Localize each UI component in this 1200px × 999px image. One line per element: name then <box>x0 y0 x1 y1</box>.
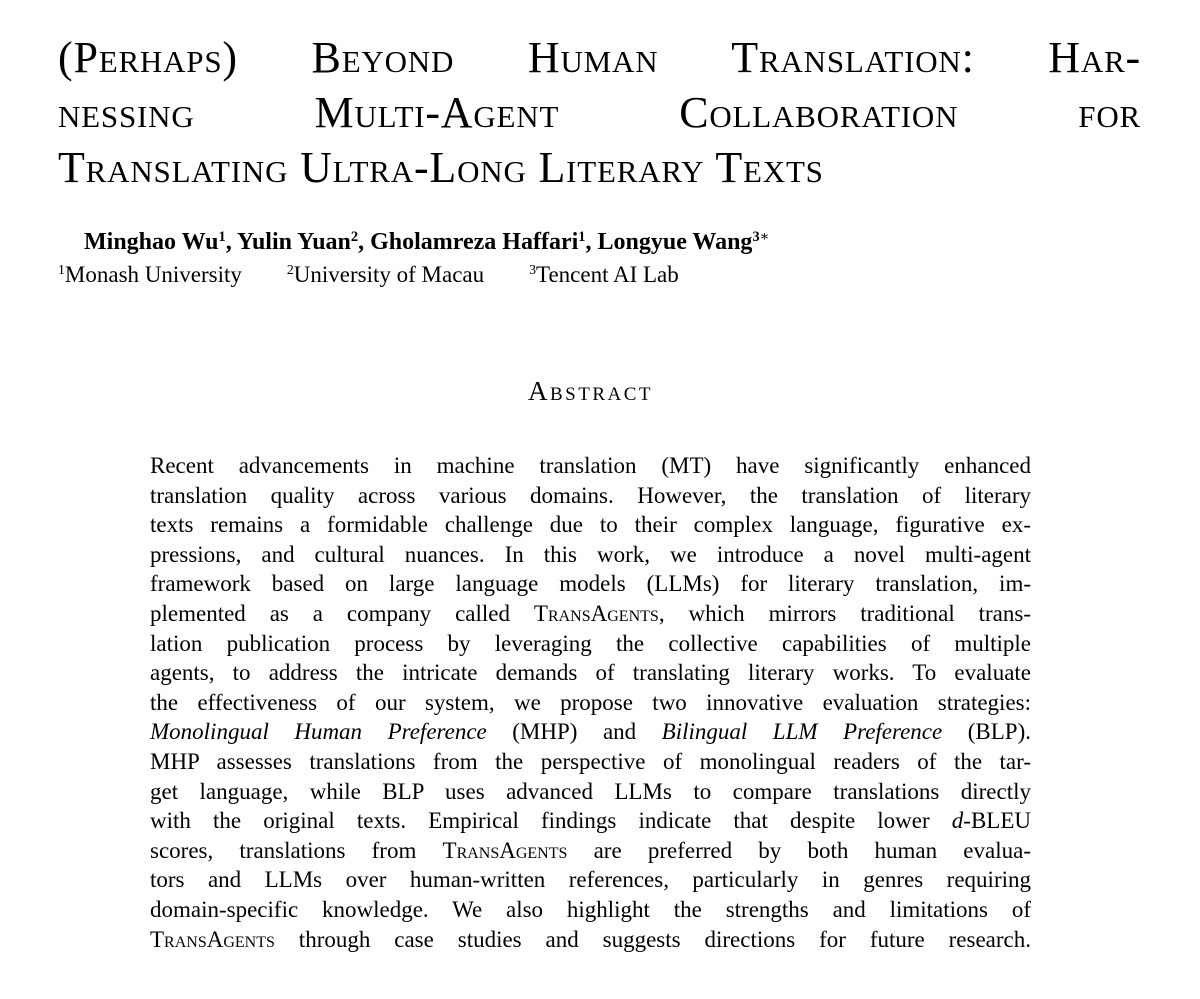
affiliation: $^1$Monash University <box>58 262 242 287</box>
abstract-text-segment: (BLP). <box>942 719 1031 745</box>
affiliation: $^2$University of Macau <box>286 262 485 287</box>
author: Yulin Yuan$^2$, <box>236 229 371 255</box>
abstract-line <box>150 895 1031 925</box>
author: Gholamreza Haffari$^1$, <box>370 229 598 255</box>
abstract-text-segment: (MHP) and <box>486 719 662 745</box>
abstract-line <box>150 629 1031 659</box>
abstract-text-segment: lation publication process by leveraging the collective capabilities of multiple <box>150 630 1031 656</box>
abstract-text-segment: agents, to address the intricate demands of translating literary works. To evaluate <box>150 660 1031 686</box>
abstract-line <box>150 836 1031 866</box>
abstract-text-segment: Recent advancements in machine translation (MT) have significantly enhanced <box>150 453 1031 478</box>
affiliation-sup: 3 <box>529 262 537 278</box>
abstract-text-segment: translation quality across various domains. However, the translation of literary <box>150 482 1031 508</box>
abstract-text-segment: MHP assesses translations from the perspective of monolingual readers of the tar- <box>150 748 1031 774</box>
abstract-heading: Abstract <box>527 376 654 406</box>
abstract-text-segment: TransAgents <box>533 600 659 626</box>
abstract-text-segment: tors and LLMs over human-written references, particularly in genres requiring <box>150 867 1031 893</box>
abstract-line <box>150 569 1031 599</box>
author-line <box>84 226 1141 259</box>
abstract-text-segment: the effectiveness of our system, we propose two innovative evaluation strategies: <box>150 689 1031 715</box>
affiliation-line <box>58 259 1141 290</box>
author-affiliation-sup: 2 <box>350 229 359 246</box>
abstract-text-segment: plemented as a company called <box>150 600 534 626</box>
abstract-text-segment: TransAgents <box>150 926 275 952</box>
abstract-text-segment: , which mirrors traditional trans- <box>658 600 1031 626</box>
abstract-text-segment: -BLEU <box>963 808 1031 834</box>
author-affiliation-sup: 1 <box>218 229 226 246</box>
author-affiliation-sup: 3 <box>752 229 760 246</box>
abstract-line <box>150 925 1031 955</box>
abstract-line <box>150 451 1031 481</box>
abstract-text-segment: get language, while BLP uses advanced LLMs to compare translations directly <box>150 778 1031 804</box>
abstract-line <box>150 540 1031 570</box>
author: Minghao Wu$^1$, <box>84 229 237 255</box>
affiliation-sup: 2 <box>286 262 294 278</box>
title-line-3: Translating Ultra-Long Literary Texts <box>58 143 824 192</box>
abstract-line <box>150 747 1031 777</box>
abstract-text-segment: are preferred by both human evalua- <box>567 837 1031 863</box>
abstract-text-segment: TransAgents <box>442 837 568 863</box>
title-line-2: nessing Multi-Agent Collaboration for <box>58 88 1141 137</box>
abstract-body <box>150 451 1031 954</box>
abstract-line <box>150 658 1031 688</box>
affiliation-sup: 1 <box>58 262 65 278</box>
abstract-text-segment: framework based on large language models (LLMs) for literary translation, im- <box>150 571 1031 597</box>
abstract-line <box>150 481 1031 511</box>
author-affiliation-sup: 1 <box>578 229 586 246</box>
abstract-text-segment: domain-specific knowledge. We also highlight the strengths and limitations of <box>150 896 1031 922</box>
abstract-text-segment: with the original texts. Empirical findings indicate that despite lower <box>150 808 952 834</box>
abstract-text-segment: d <box>951 808 964 834</box>
abstract-line <box>150 777 1031 807</box>
affiliation: $^3$Tencent AI Lab <box>529 262 679 287</box>
abstract-text-segment: Monolingual Human Preference <box>150 719 487 745</box>
corresponding-author-mark: ∗ <box>759 229 770 246</box>
abstract-line <box>150 510 1031 540</box>
abstract-line <box>150 865 1031 895</box>
abstract-text-segment: scores, translations from <box>150 837 443 863</box>
abstract-text-segment: pressions, and cultural nuances. In this work, we introduce a novel multi-agent <box>150 541 1031 567</box>
abstract-line <box>150 599 1031 629</box>
abstract-text-segment: through case studies and suggests directions for future research. <box>274 926 1031 952</box>
abstract-line <box>150 688 1031 718</box>
paper-title <box>58 30 1141 195</box>
author: Longyue Wang$^{3∗}$ <box>597 229 770 255</box>
abstract-line <box>150 717 1031 747</box>
title-line-1: (Perhaps) Beyond Human Translation: Har- <box>58 33 1141 82</box>
abstract-line <box>150 806 1031 836</box>
abstract-text-segment: texts remains a formidable challenge due to their complex language, figurative ex- <box>150 512 1031 538</box>
abstract-text-segment: Bilingual LLM Preference <box>661 719 943 745</box>
